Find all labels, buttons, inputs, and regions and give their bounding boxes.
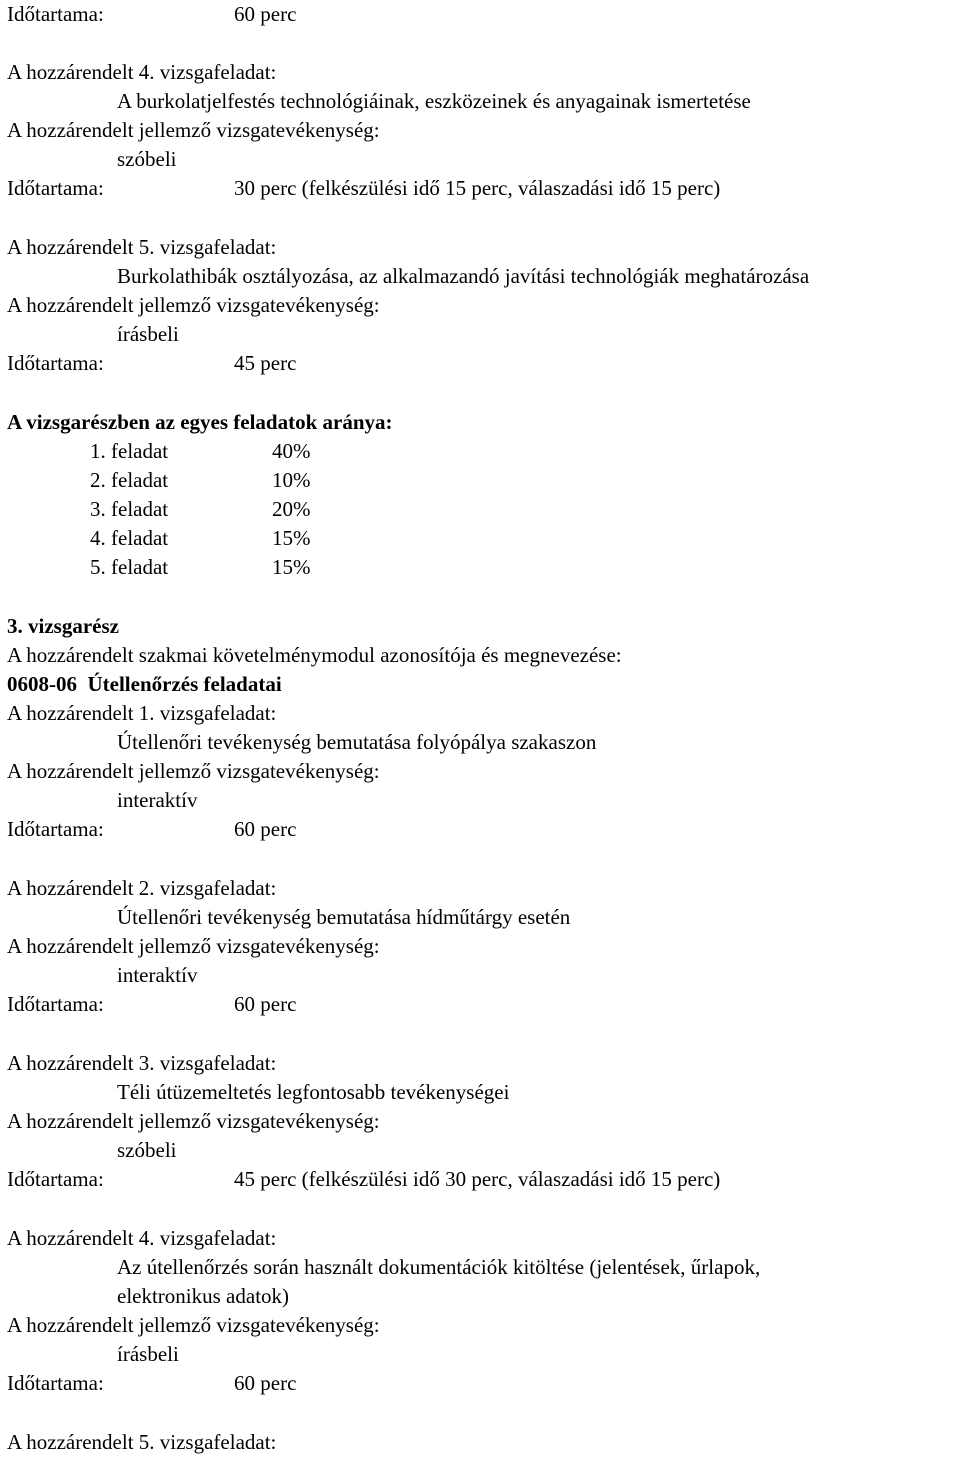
activity-heading: A hozzárendelt jellemző vizsgatevékenység: bbox=[7, 934, 380, 958]
section-heading: 3. vizsgarész bbox=[7, 614, 119, 638]
task-heading: A hozzárendelt 1. vizsgafeladat: bbox=[7, 701, 277, 725]
task-title: Burkolathibák osztályozása, az alkalmazandó javítási technológiák meghatározása bbox=[117, 264, 810, 288]
activity-heading: A hozzárendelt jellemző vizsgatevékenység: bbox=[7, 1313, 380, 1337]
duration-label: Időtartama: bbox=[7, 1371, 104, 1395]
proportion-task: 2. feladat bbox=[90, 468, 169, 492]
proportion-value: 40% bbox=[272, 439, 311, 463]
proportion-task: 5. feladat bbox=[90, 555, 169, 579]
proportions-heading: A vizsgarészben az egyes feladatok aránya: bbox=[7, 410, 393, 434]
duration-value: 45 perc (felkészülési idő 30 perc, válaszadási idő 15 perc) bbox=[234, 1167, 721, 1191]
proportion-task: 1. feladat bbox=[90, 439, 169, 463]
duration-label: Időtartama: bbox=[7, 992, 104, 1016]
task-title-continued: elektronikus adatok) bbox=[117, 1284, 290, 1308]
module-heading: A hozzárendelt szakmai követelménymodul azonosítója és megnevezése: bbox=[7, 643, 622, 667]
activity-heading: A hozzárendelt jellemző vizsgatevékenység: bbox=[7, 1109, 380, 1133]
task-heading: A hozzárendelt 3. vizsgafeladat: bbox=[7, 1051, 277, 1075]
duration-value: 60 perc bbox=[234, 2, 297, 26]
activity-heading: A hozzárendelt jellemző vizsgatevékenység: bbox=[7, 293, 380, 317]
duration-value: 60 perc bbox=[234, 817, 297, 841]
activity-type: interaktív bbox=[117, 963, 198, 987]
task-heading: A hozzárendelt 4. vizsgafeladat: bbox=[7, 60, 277, 84]
duration-label: Időtartama: bbox=[7, 817, 104, 841]
duration-label: Időtartama: bbox=[7, 1167, 104, 1191]
task-title: Útellenőri tevékenység bemutatása hídműtárgy esetén bbox=[117, 905, 571, 929]
task-title: A burkolatjelfestés technológiáinak, eszközeinek és anyagainak ismertetése bbox=[117, 89, 751, 113]
task-heading: A hozzárendelt 2. vizsgafeladat: bbox=[7, 876, 277, 900]
proportion-task: 4. feladat bbox=[90, 526, 169, 550]
activity-type: szóbeli bbox=[117, 1138, 177, 1162]
module-title: 0608-06 Útellenőrzés feladatai bbox=[7, 672, 282, 696]
duration-value: 60 perc bbox=[234, 1371, 297, 1395]
proportion-value: 10% bbox=[272, 468, 311, 492]
activity-heading: A hozzárendelt jellemző vizsgatevékenység: bbox=[7, 759, 380, 783]
duration-value: 30 perc (felkészülési idő 15 perc, válaszadási idő 15 perc) bbox=[234, 176, 721, 200]
duration-label: Időtartama: bbox=[7, 2, 104, 26]
activity-type: írásbeli bbox=[117, 1342, 179, 1366]
activity-type: írásbeli bbox=[117, 322, 179, 346]
task-heading: A hozzárendelt 4. vizsgafeladat: bbox=[7, 1226, 277, 1250]
activity-heading: A hozzárendelt jellemző vizsgatevékenység: bbox=[7, 118, 380, 142]
duration-label: Időtartama: bbox=[7, 351, 104, 375]
task-heading: A hozzárendelt 5. vizsgafeladat: bbox=[7, 1430, 277, 1454]
duration-value: 45 perc bbox=[234, 351, 297, 375]
activity-type: interaktív bbox=[117, 788, 198, 812]
task-heading: A hozzárendelt 5. vizsgafeladat: bbox=[7, 235, 277, 259]
task-title: Az útellenőrzés során használt dokumentációk kitöltése (jelentések, űrlapok, bbox=[117, 1255, 761, 1279]
activity-type: szóbeli bbox=[117, 147, 177, 171]
proportion-value: 15% bbox=[272, 555, 311, 579]
proportion-value: 20% bbox=[272, 497, 311, 521]
proportion-task: 3. feladat bbox=[90, 497, 169, 521]
duration-label: Időtartama: bbox=[7, 176, 104, 200]
proportion-value: 15% bbox=[272, 526, 311, 550]
duration-value: 60 perc bbox=[234, 992, 297, 1016]
task-title: Téli útüzemeltetés legfontosabb tevékenységei bbox=[117, 1080, 510, 1104]
task-title: Útellenőri tevékenység bemutatása folyópálya szakaszon bbox=[117, 730, 597, 754]
